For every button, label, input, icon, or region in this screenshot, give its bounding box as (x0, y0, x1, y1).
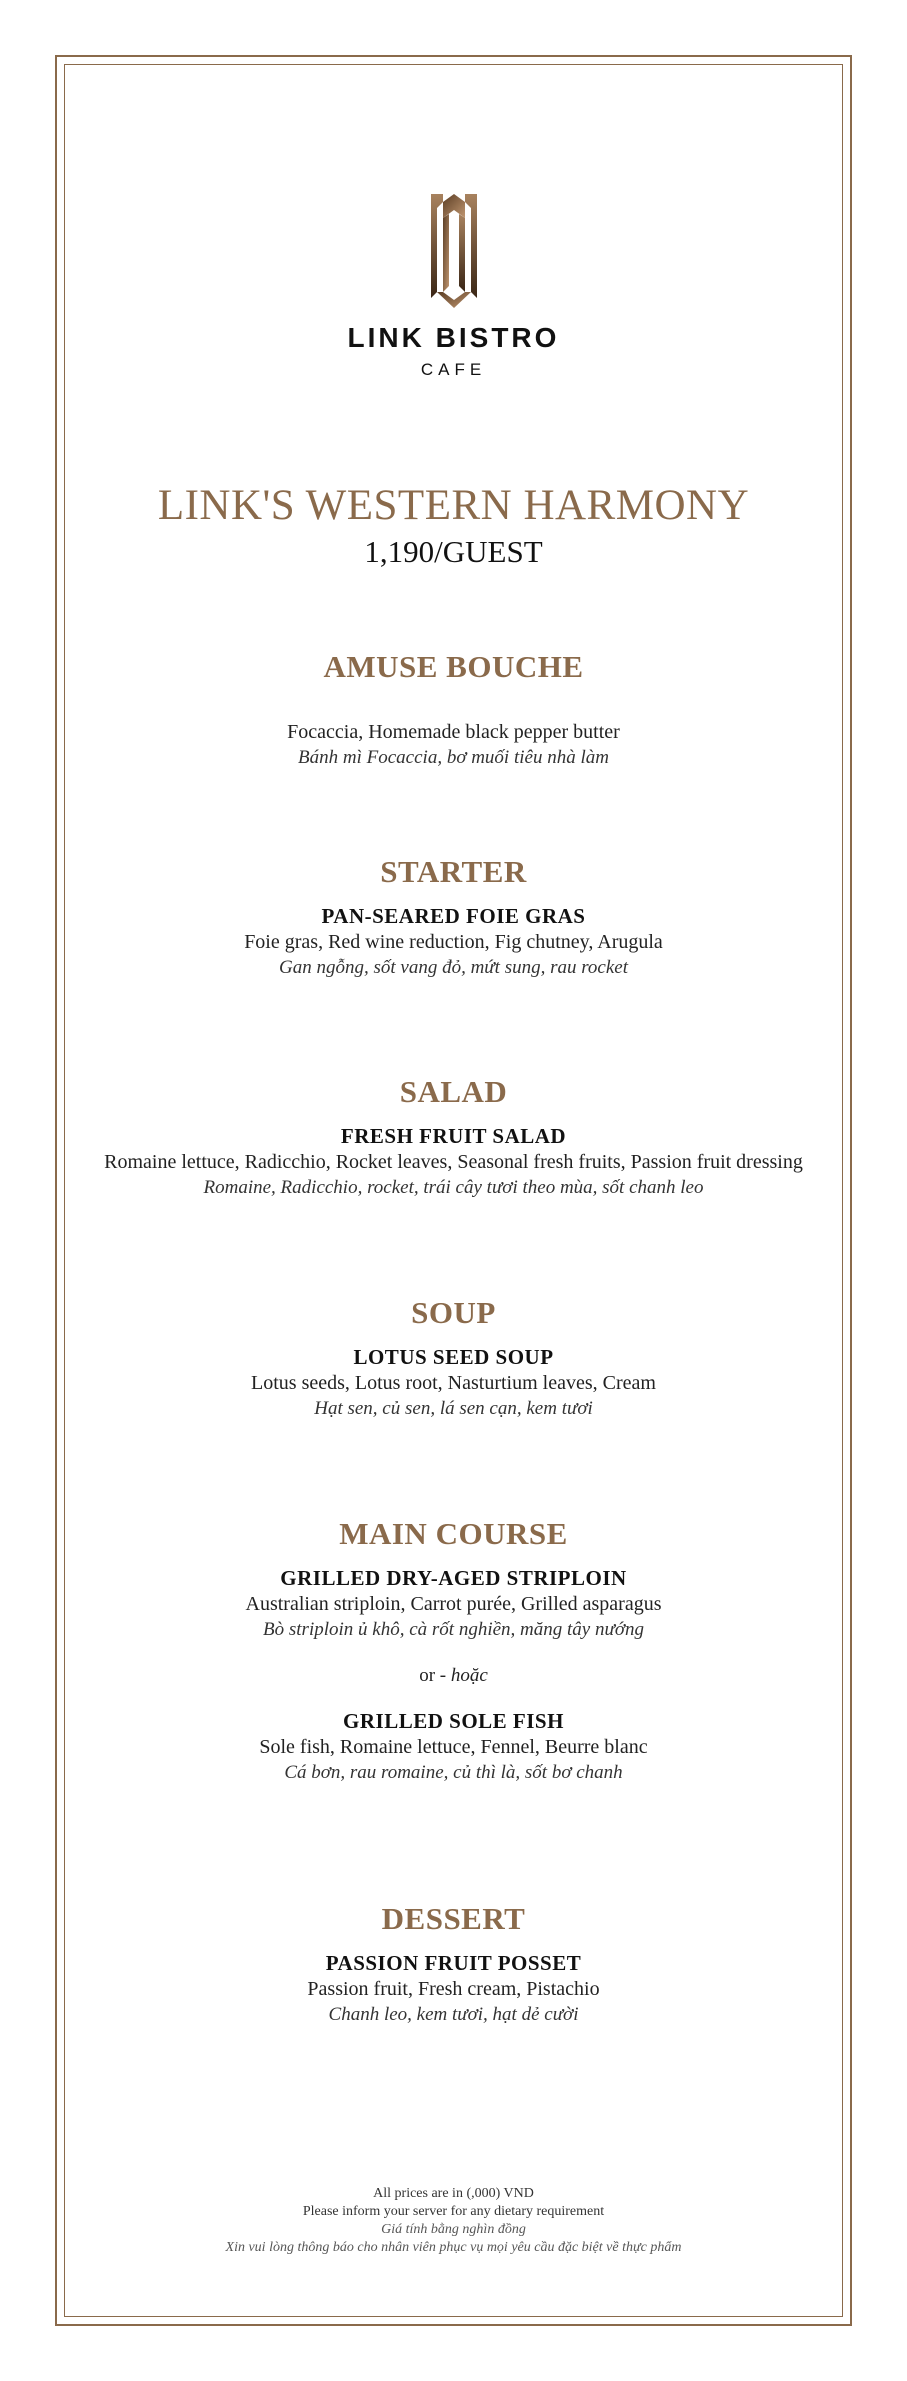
dish-description: Passion fruit, Fresh cream, Pistachio (307, 1978, 600, 2000)
dish-description: Focaccia, Homemade black pepper butter (287, 721, 620, 743)
dish-description-vn: Cá bơn, rau romaine, củ thì là, sốt bơ chanh (284, 1762, 623, 1783)
dish-description-vn: Chanh leo, kem tươi, hạt dẻ cười (328, 2004, 579, 2025)
section-salad (64, 1074, 843, 1201)
footer-notes (64, 2185, 843, 2257)
section-title: STARTER (380, 854, 527, 889)
dish-description-vn: Hạt sen, củ sen, lá sen cạn, kem tươi (314, 1398, 593, 1419)
dish-name: GRILLED DRY-AGED STRIPLOIN (280, 1566, 627, 1590)
section-title: MAIN COURSE (339, 1516, 568, 1551)
section-title: DESSERT (381, 1901, 526, 1936)
section-title: SOUP (411, 1295, 496, 1330)
menu-price: 1,190/GUEST (364, 534, 543, 569)
footer-prices-note-vn: Giá tính bằng nghìn đồng (381, 2222, 526, 2237)
dish-description: Romaine lettuce, Radicchio, Rocket leaves, Seasonal fresh fruits, Passion fruit dressing (104, 1151, 803, 1173)
dish-description-vn: Gan ngỗng, sốt vang đỏ, mứt sung, rau rocket (279, 957, 628, 978)
link-bistro-logo-icon (423, 194, 485, 308)
brand-name: LINK BISTRO (347, 322, 560, 353)
dish-name: PAN-SEARED FOIE GRAS (321, 904, 586, 928)
footer-dietary-note-vn: Xin vui lòng thông báo cho nhân viên phục vụ mọi yêu cầu đặc biệt về thực phẩm (225, 2240, 682, 2255)
dish-name: PASSION FRUIT POSSET (325, 1951, 582, 1975)
or-separator-en: or - (419, 1665, 451, 1686)
dish-description: Foie gras, Red wine reduction, Fig chutney, Arugula (244, 931, 663, 953)
dish-description: Sole fish, Romaine lettuce, Fennel, Beurre blanc (259, 1736, 648, 1758)
brand-subtitle: CAFE (420, 360, 487, 379)
dish-description-vn: Bánh mì Focaccia, bơ muối tiêu nhà làm (298, 747, 609, 768)
dish-description-vn: Bò striploin ủ khô, cà rốt nghiền, măng tây nướng (263, 1619, 644, 1640)
dish-name: GRILLED SOLE FISH (343, 1709, 564, 1733)
dish-name: FRESH FRUIT SALAD (340, 1124, 567, 1148)
section-starter (64, 854, 843, 981)
section-dessert (64, 1901, 843, 2028)
dish-description-vn: Romaine, Radicchio, rocket, trái cây tươi theo mùa, sốt chanh leo (203, 1177, 704, 1198)
dish-name: LOTUS SEED SOUP (353, 1345, 554, 1369)
section-soup (64, 1295, 843, 1422)
dish-description: Lotus seeds, Lotus root, Nasturtium leaves, Cream (251, 1372, 656, 1394)
brand-logo (64, 194, 843, 380)
or-separator-vn: hoặc (450, 1665, 488, 1686)
section-amuse-bouche (64, 649, 843, 771)
section-title: SALAD (399, 1074, 508, 1109)
footer-prices-note: All prices are in (,000) VND (373, 2186, 534, 2201)
dish-description: Australian striploin, Carrot purée, Grilled asparagus (245, 1593, 662, 1615)
section-main-course (64, 1516, 843, 1786)
footer-dietary-note: Please inform your server for any dietary requirement (302, 2204, 605, 2219)
or-separator (64, 1665, 843, 1687)
section-title: AMUSE BOUCHE (323, 649, 584, 684)
menu-title: LINK'S WESTERN HARMONY (157, 482, 750, 529)
